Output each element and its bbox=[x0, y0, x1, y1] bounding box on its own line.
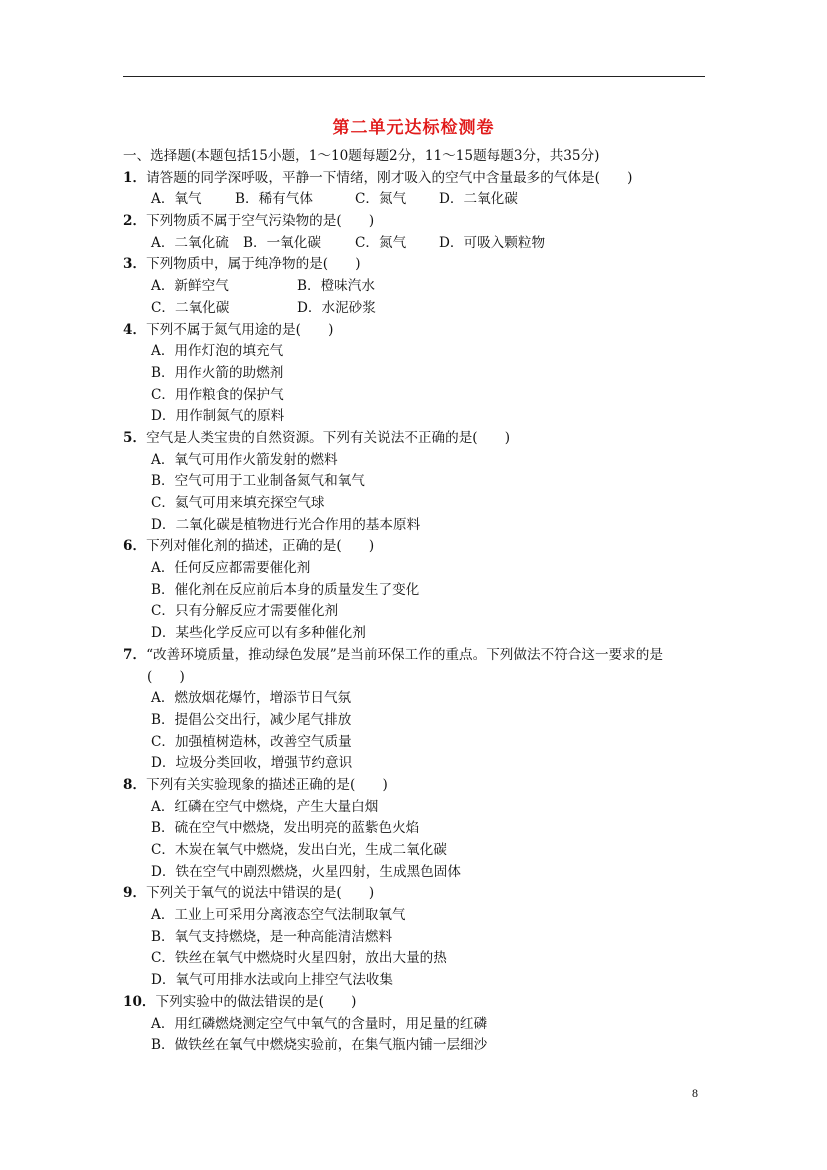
option-b[interactable]: B．催化剂在反应前后本身的质量发生了变化 bbox=[151, 581, 420, 598]
option-c[interactable]: C．只有分解反应才需要催化剂 bbox=[151, 603, 339, 620]
option-a[interactable]: A．氧气 bbox=[151, 191, 202, 208]
option-d[interactable]: D．水泥砂浆 bbox=[297, 299, 376, 316]
exam-content bbox=[123, 146, 708, 1057]
option-c[interactable]: C．用作粮食的保护气 bbox=[151, 386, 284, 403]
question-6 bbox=[123, 536, 708, 558]
question-text: “改善环境质量，推动绿色发展”是当前环保工作的重点。下列做法不符合这一要求的是 bbox=[146, 646, 663, 663]
option-d[interactable]: D．可吸入颗粒物 bbox=[439, 234, 546, 251]
option-c[interactable]: C．氦气可用来填充探空气球 bbox=[151, 495, 325, 511]
option-c[interactable]: C．加强植树造林，改善空气质量 bbox=[151, 733, 352, 750]
option-b[interactable]: B．提倡公交出行，减少尾气排放 bbox=[151, 711, 352, 728]
question-10 bbox=[123, 992, 708, 1014]
header-rule bbox=[123, 76, 705, 77]
question-text: 下列关于氧气的说法中错误的是( ) bbox=[146, 885, 375, 902]
question-text: 下列对催化剂的描述，正确的是( ) bbox=[146, 538, 375, 555]
option-c[interactable]: C．氮气 bbox=[355, 191, 407, 208]
options-row bbox=[123, 276, 708, 298]
option-b[interactable]: B．做铁丝在氧气中燃烧实验前，在集气瓶内铺一层细沙 bbox=[151, 1037, 488, 1054]
question-number: 1． bbox=[123, 169, 147, 186]
question-7 bbox=[123, 645, 708, 667]
question-number: 3． bbox=[123, 256, 147, 273]
option-c[interactable]: C．氮气 bbox=[355, 234, 407, 251]
question-number: 2． bbox=[123, 213, 147, 230]
question-9 bbox=[123, 883, 708, 905]
question-number: 7． bbox=[123, 646, 147, 663]
option-d[interactable]: D．氧气可用排水法或向上排空气法收集 bbox=[151, 972, 393, 989]
option-b[interactable]: B．一氧化碳 bbox=[243, 234, 321, 251]
option-a[interactable]: A．任何反应都需要催化剂 bbox=[151, 560, 311, 577]
option-b[interactable]: B．空气可用于工业制备氮气和氧气 bbox=[151, 473, 365, 490]
options-row bbox=[123, 189, 708, 211]
option-a[interactable]: A．新鲜空气 bbox=[151, 278, 229, 295]
question-3 bbox=[123, 254, 708, 276]
question-4 bbox=[123, 320, 708, 342]
question-text: 下列有关实验现象的描述正确的是( ) bbox=[146, 776, 388, 793]
options-row bbox=[123, 298, 708, 320]
options-row bbox=[123, 233, 708, 255]
question-number: 9． bbox=[123, 885, 147, 902]
option-b[interactable]: B．硫在空气中燃烧，发出明亮的蓝紫色火焰 bbox=[151, 820, 420, 837]
option-b[interactable]: B．氧气支持燃烧，是一种高能清洁燃料 bbox=[151, 928, 393, 945]
option-a[interactable]: A．燃放烟花爆竹，增添节日气氛 bbox=[151, 690, 352, 707]
question-text: 下列物质中，属于纯净物的是( ) bbox=[146, 256, 361, 273]
option-b[interactable]: B．稀有气体 bbox=[235, 191, 313, 208]
page-title: 第二单元达标检测卷 bbox=[332, 118, 495, 138]
option-a[interactable]: A．红磷在空气中燃烧，产生大量白烟 bbox=[151, 798, 379, 815]
question-text: 下列不属于氮气用途的是( ) bbox=[146, 321, 334, 338]
option-c[interactable]: C．木炭在氧气中燃烧，发出白光，生成二氧化碳 bbox=[151, 842, 447, 858]
option-a[interactable]: A．用红磷燃烧测定空气中氧气的含量时，用足量的红磷 bbox=[151, 1015, 488, 1032]
option-c[interactable]: C．铁丝在氧气中燃烧时火星四射，放出大量的热 bbox=[151, 950, 447, 967]
answer-bracket: ( ) bbox=[147, 668, 185, 685]
question-text: 请答题的同学深呼吸，平静一下情绪，刚才吸入的空气中含量最多的气体是( ) bbox=[146, 169, 633, 186]
question-text: 空气是人类宝贵的自然资源。下列有关说法不正确的是( ) bbox=[146, 429, 511, 446]
option-b[interactable]: B．橙味汽水 bbox=[297, 278, 375, 295]
option-c[interactable]: C．二氧化碳 bbox=[151, 299, 230, 316]
option-d[interactable]: D．用作制氮气的原料 bbox=[151, 408, 285, 425]
question-number: 5． bbox=[123, 429, 147, 446]
question-text: 下列实验中的做法错误的是( ) bbox=[155, 993, 357, 1010]
page-number: 8 bbox=[692, 1086, 698, 1100]
option-a[interactable]: A．用作灯泡的填充气 bbox=[151, 343, 284, 360]
question-2 bbox=[123, 211, 708, 233]
question-8 bbox=[123, 775, 708, 797]
question-number: 6． bbox=[123, 538, 147, 555]
option-a[interactable]: A．二氧化硫 bbox=[151, 234, 229, 251]
option-a[interactable]: A．氧气可用作火箭发射的燃料 bbox=[151, 451, 338, 468]
question-1 bbox=[123, 168, 708, 190]
option-d[interactable]: D．某些化学反应可以有多种催化剂 bbox=[151, 625, 366, 642]
question-text: 下列物质不属于空气污染物的是( ) bbox=[146, 213, 375, 230]
question-number: 8． bbox=[123, 776, 147, 793]
option-b[interactable]: B．用作火箭的助燃剂 bbox=[151, 364, 284, 381]
question-5 bbox=[123, 428, 708, 450]
option-d[interactable]: D．垃圾分类回收，增强节约意识 bbox=[151, 755, 353, 772]
option-d[interactable]: D．铁在空气中剧烈燃烧，火星四射，生成黑色固体 bbox=[151, 863, 461, 880]
option-a[interactable]: A．工业上可采用分离液态空气法制取氧气 bbox=[151, 907, 406, 924]
question-number: 10． bbox=[123, 993, 156, 1010]
option-d[interactable]: D．二氧化碳是植物进行光合作用的基本原料 bbox=[151, 516, 421, 533]
section-header: 一、选择题(本题包括15小题，1～10题每题2分，11～15题每题3分，共35分) bbox=[123, 148, 600, 164]
option-d[interactable]: D．二氧化碳 bbox=[439, 191, 518, 208]
question-number: 4． bbox=[123, 321, 147, 338]
